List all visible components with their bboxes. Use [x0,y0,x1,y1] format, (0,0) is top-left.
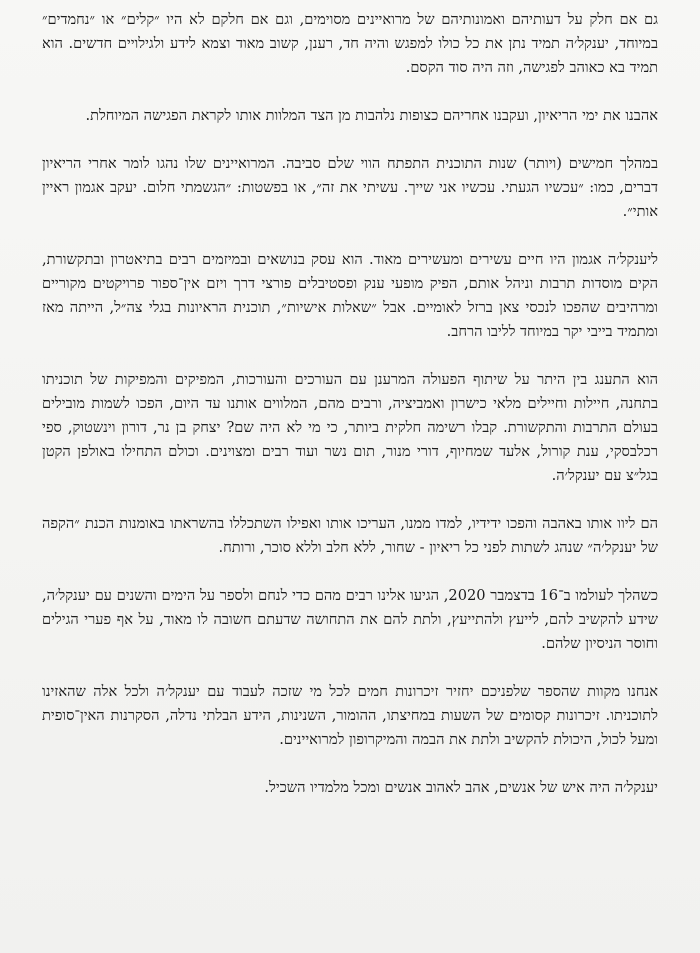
paragraph: אהבנו את ימי הריאיון, ועקבנו אחריהם כצופות נלהבות מן הצד המלוות אותו לקראת הפגישה המיוחלת. [85,107,658,124]
paragraph: יענקל׳ה היה איש של אנשים, אהב לאהוב אנשים ומכל מלמדיו השכיל. [264,779,658,796]
paragraph: ליענקל׳ה אגמון היו חיים עשירים ומעשירים מאוד. הוא עסק בנושאים ובמיזמים רבים בתיאטרון ובתקשורת, הקים מוסדות תרבות וניהל אותם, הפיק מופעי ענק ופסטיבלים פורצי דרך ויזם אין־ספור פרויקטים מקוריים ומרהיבים שהפכו לנכסי צאן ברזל לאומיים. אבל ״שאלות אישיות״, תוכנית הראיונות בגלי צה״ל, הייתה מאז ומתמיד בייבי יקר במיוחד לליבו הרחב. [42,251,658,340]
paragraph: גם אם חלק על דעותיהם ואמונותיהם של מרואיינים מסוימים, וגם אם חלקם לא היו ״קלים״ או ״נחמדים״ במיוחד, יענקל׳ה תמיד נתן את כל כולו למפגש והיה חד, רענן, קשוב מאוד וצמא לידע ולגילויים חדשים. הוא תמיד בא כאוהב לפגישה, וזה היה סוד הקסם. [42,11,658,76]
paragraph: אנחנו מקוות שהספר שלפניכם יחזיר זיכרונות חמים לכל מי שזכה לעבוד עם יענקל׳ה ולכל אלה שהאזינו לתוכניתו. זיכרונות קסומים של השעות במחיצתו, ההומור, השנינות, הידע הבלתי נדלה, הסקרנות האין־סופית ומעל לכול, היכולת להקשיב ולתת את הבמה והמיקרופון למרואיינים. [42,683,658,748]
paragraph: כשהלך לעולמו ב־16 בדצמבר 2020, הגיעו אלינו רבים מהם כדי לנחם ולספר על הימים והשנים עם יענקל׳ה, שידע להקשיב להם, לייעץ ולהתייעץ, ולתת להם את התחושה שדעתם חשובה לו מאוד, על אף פערי הגילים וחוסר הניסיון שלהם. [42,587,658,652]
paragraph: הוא התענג בין היתר על שיתוף הפעולה המרענן עם העורכים והעורכות, המפיקים והמפיקות של תוכניתו בתחנה, חיילות וחיילים מלאי כישרון ואמביציה, ורבים מהם, המלווים אותנו עד היום, הפכו לשמות מובילים בעולם התרבות והתקשורת. קבלו רשימה חלקית ביותר, כי מי לא היה שם? יצחק בן נר, דורון וינשטוק, ספי רכלבסקי, ענת קורול, אלעד שמחיוף, דורי מנור, תום נשר ועוד רבים ומצוינים. וכולם התחילו באולפן הקטן בגל״צ עם יענקל׳ה. [42,371,658,484]
paragraph: הם ליוו אותו באהבה והפכו ידידיו, למדו ממנו, העריכו אותו ואפילו השתכללו בהשראתו באומנות הכנת ״הקפה של יענקל׳ה״ שנהג לשתות לפני כל ריאיון - שחור, ללא חלב וללא סוכר, ורותח. [42,515,658,556]
body-text [42,8,658,800]
paragraph: במהלך חמישים (ויותר) שנות התוכנית התפתח הווי שלם סביבה. המרואיינים שלו נהגו לומר אחרי הריאיון דברים, כמו: ״עכשיו הגעתי. עכשיו אני שייך. עשיתי את זה״, או בפשטות: ״הגשמתי חלום. יעקב אגמון ראיין אותי״. [42,155,658,220]
